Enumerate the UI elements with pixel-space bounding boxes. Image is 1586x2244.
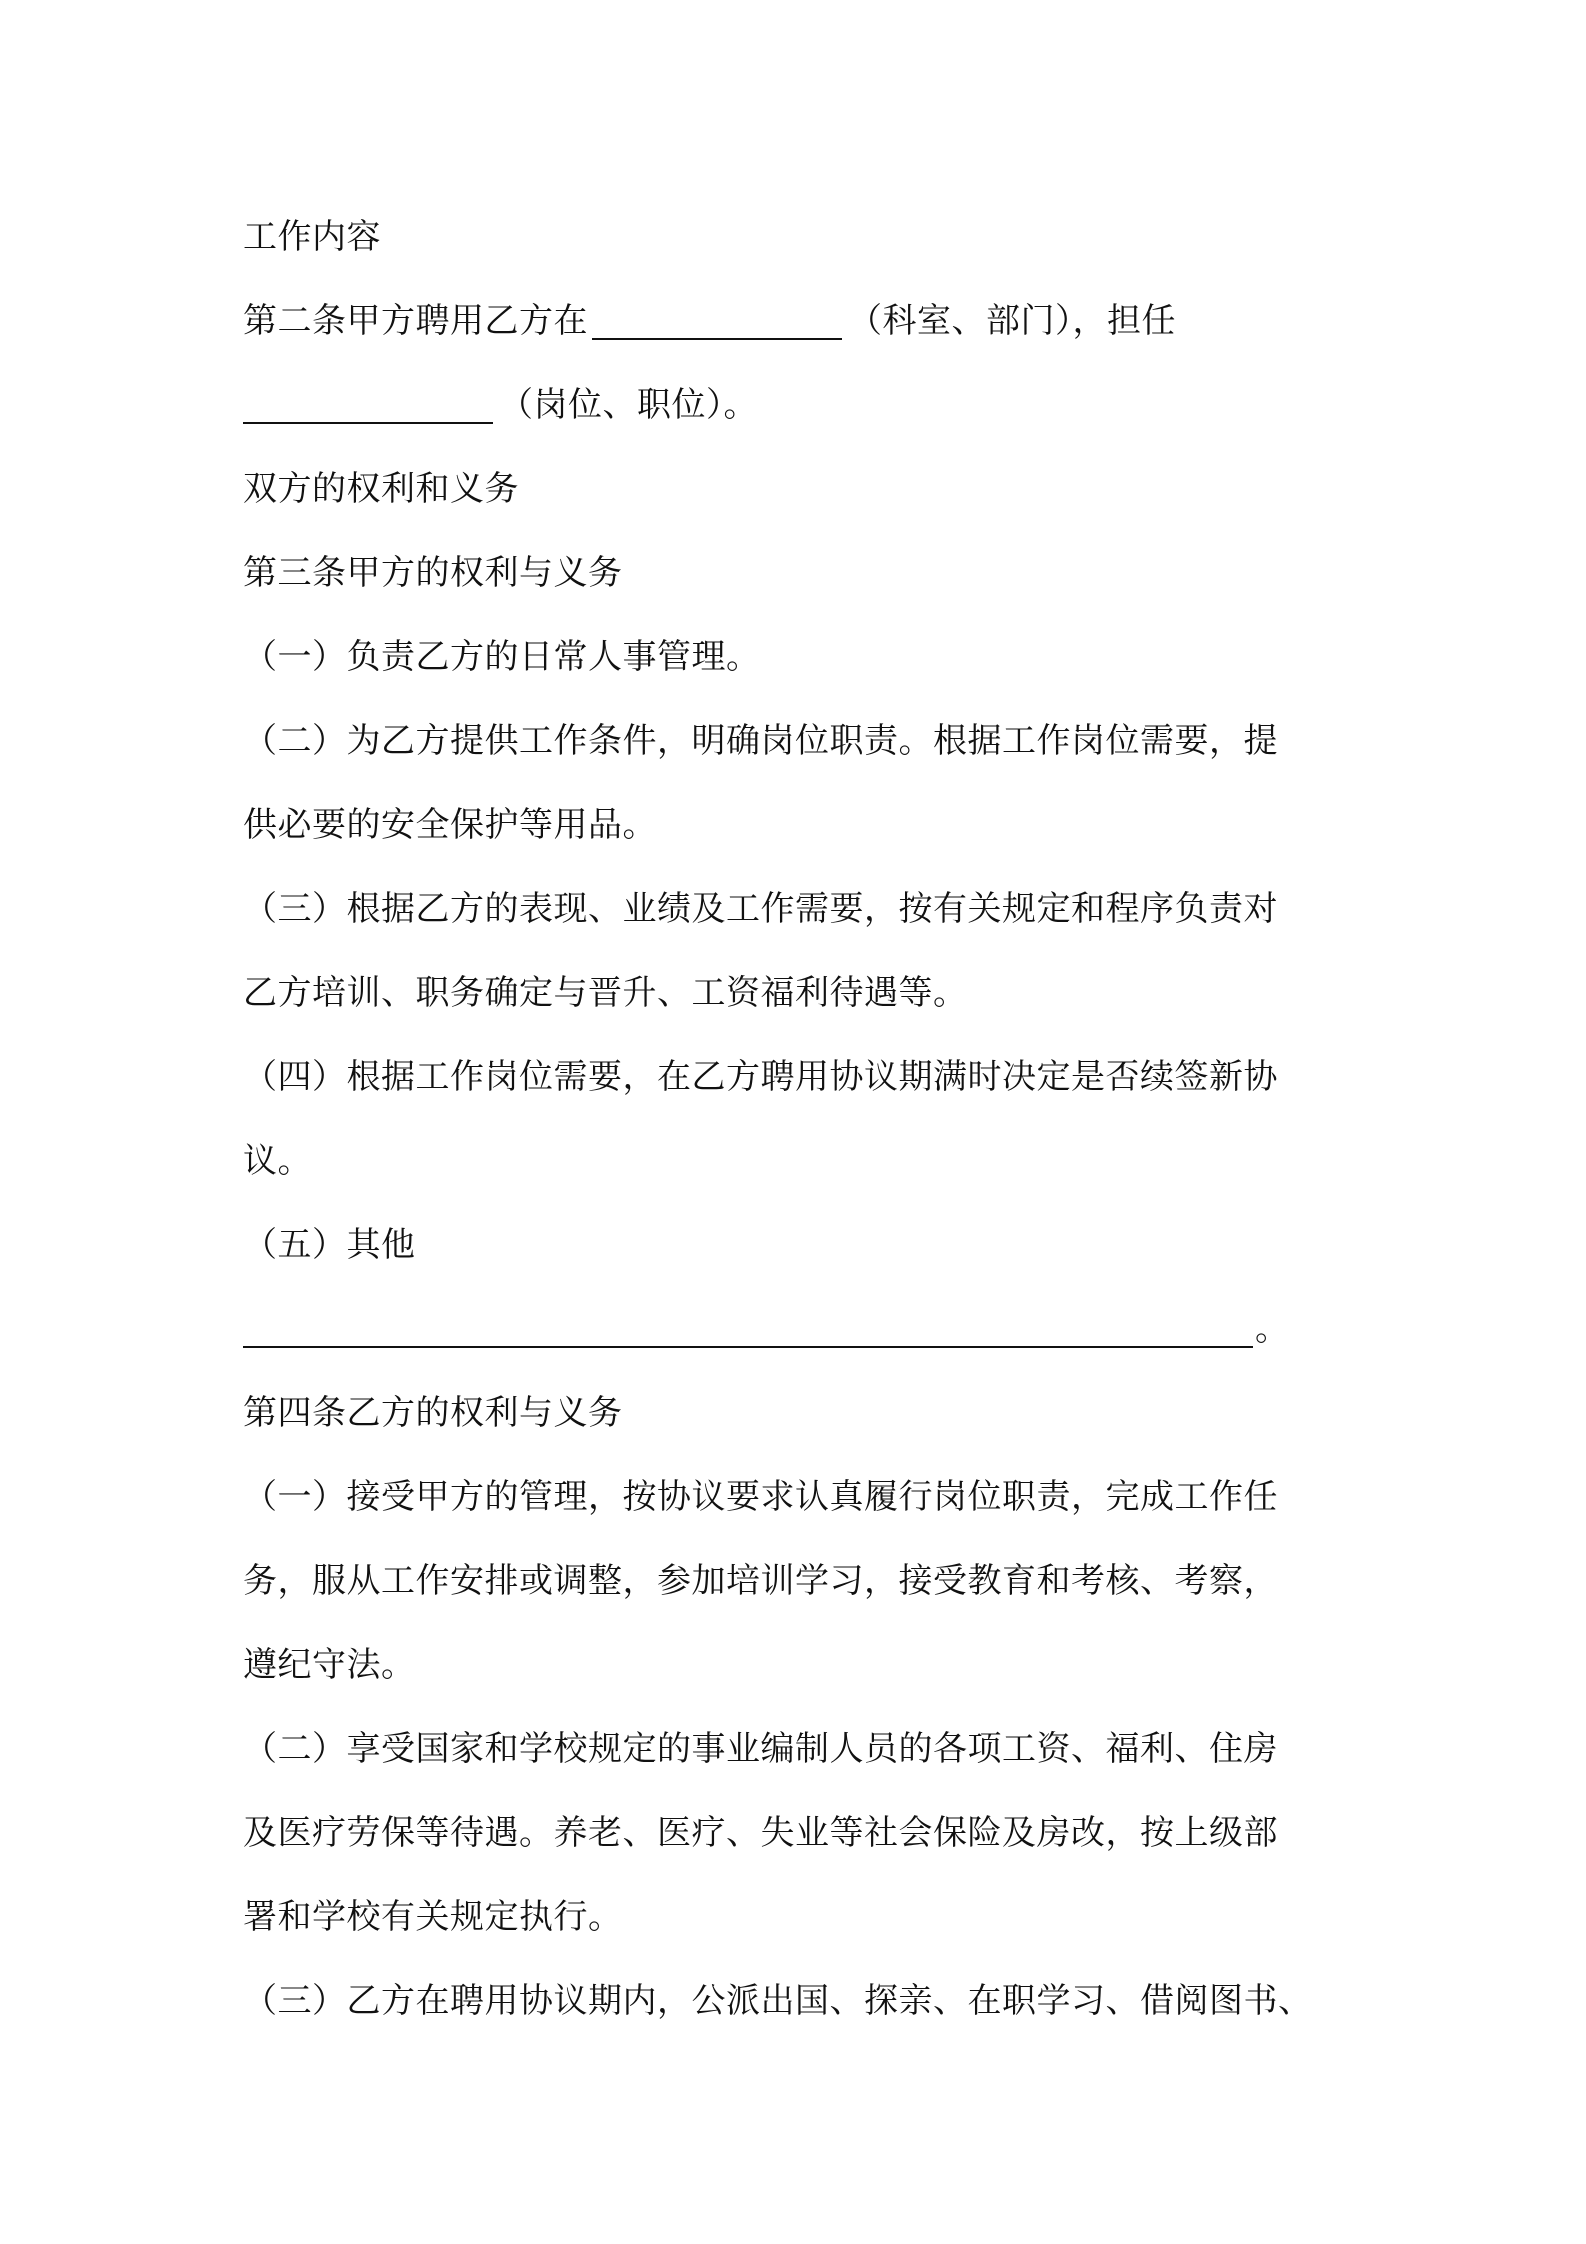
article-2-line-2	[243, 363, 1355, 447]
article-4-item-3-line-1: （三）乙方在聘用协议期内，公派出国、探亲、在职学习、借阅图书、	[243, 1981, 1313, 2021]
article-4-item-1-line-3: 遵纪守法。	[243, 1645, 416, 1685]
article-3-item-4-line-1: （四）根据工作岗位需要，在乙方聘用协议期满时决定是否续签新协	[243, 1057, 1278, 1097]
article-3-item-2-line-2: 供必要的安全保护等用品。	[243, 805, 657, 845]
article-2-post-note: （岗位、职位）。	[499, 385, 758, 425]
position-blank	[243, 382, 493, 424]
other-blank	[243, 1306, 1253, 1348]
article-3-item-5-end: 。	[1255, 1309, 1290, 1349]
article-3-item-1: （一）负责乙方的日常人事管理。	[243, 637, 761, 677]
section-heading-work-content: 工作内容	[243, 217, 381, 257]
article-4-item-1-line-1: （一）接受甲方的管理，按协议要求认真履行岗位职责，完成工作任	[243, 1477, 1278, 1517]
article-2-lead: 第二条甲方聘用乙方在	[243, 301, 588, 341]
document-body	[243, 195, 1355, 2043]
section-heading-rights: 双方的权利和义务	[243, 469, 519, 509]
article-4-item-2-line-2: 及医疗劳保等待遇。养老、医疗、失业等社会保险及房改，按上级部	[243, 1813, 1278, 1853]
article-4-item-1-line-2: 务，服从工作安排或调整，参加培训学习，接受教育和考核、考察，	[243, 1561, 1278, 1601]
article-3-item-5: （五）其他	[243, 1225, 416, 1265]
article-4-item-2-line-3: 署和学校有关规定执行。	[243, 1897, 623, 1937]
department-blank	[592, 298, 842, 340]
article-3-item-2-line-1: （二）为乙方提供工作条件，明确岗位职责。根据工作岗位需要，提	[243, 721, 1278, 761]
article-3-item-5-fill-line	[243, 1287, 1355, 1371]
article-3-title: 第三条甲方的权利与义务	[243, 553, 623, 593]
article-4-item-2-line-1: （二）享受国家和学校规定的事业编制人员的各项工资、福利、住房	[243, 1729, 1278, 1769]
article-2-line-1	[243, 279, 1355, 363]
article-3-item-4-line-2: 议。	[243, 1141, 312, 1181]
article-2-dept-note: （科室、部门），担任	[848, 301, 1176, 341]
article-3-item-3-line-1: （三）根据乙方的表现、业绩及工作需要，按有关规定和程序负责对	[243, 889, 1278, 929]
article-4-title: 第四条乙方的权利与义务	[243, 1393, 623, 1433]
article-3-item-3-line-2: 乙方培训、职务确定与晋升、工资福利待遇等。	[243, 973, 968, 1013]
